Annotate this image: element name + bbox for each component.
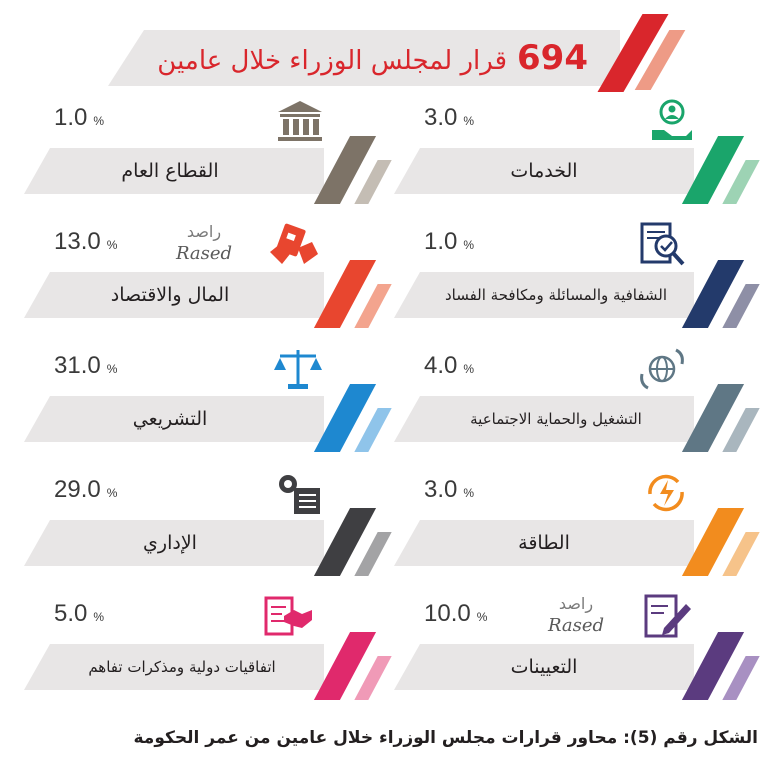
category-label: اتفاقيات دولية ومذكرات تفاهم	[88, 658, 276, 676]
figure-caption: الشكل رقم (5): محاور قرارات مجلس الوزراء خلال عامين من عمر الحكومة	[133, 728, 758, 748]
category-label: القطاع العام	[121, 160, 219, 182]
category-label: التشغيل والحماية الاجتماعية	[470, 410, 642, 428]
header-title: قرار لمجلس الوزراء خلال عامين	[157, 46, 508, 76]
accent-stripe-light	[722, 284, 759, 328]
accent-stripe-light	[354, 656, 391, 700]
category-label: الطاقة	[518, 532, 570, 554]
category-public-sector	[20, 98, 404, 226]
category-label: التشريعي	[132, 408, 208, 430]
energy-cycle-icon	[640, 470, 692, 516]
category-legislative	[20, 346, 404, 474]
accent-stripe-light	[354, 532, 391, 576]
category-employment-social	[384, 346, 768, 474]
category-energy	[384, 470, 768, 598]
percent-value: 13.0 %	[54, 228, 118, 255]
globe-arrows-icon	[636, 346, 688, 392]
rased-logo: راصد Rased	[547, 594, 605, 636]
accent-stripe-light	[354, 160, 391, 204]
category-finance-economy	[20, 222, 404, 350]
category-appointments	[384, 594, 768, 722]
category-transparency	[384, 222, 768, 350]
percent-value: 10.0 %	[424, 600, 488, 627]
accent-stripe-light	[722, 532, 759, 576]
category-label: التعيينات	[510, 656, 578, 678]
accent-stripe-light	[722, 160, 759, 204]
gear-checklist-icon	[272, 470, 324, 516]
percent-value: 1.0 %	[424, 228, 475, 255]
header-title-group	[140, 38, 588, 78]
category-administrative	[20, 470, 404, 598]
percent-value: 31.0 %	[54, 352, 118, 379]
pen-document-icon	[642, 594, 694, 640]
percent-value: 3.0 %	[424, 104, 475, 131]
percent-value: 1.0 %	[54, 104, 105, 131]
card-hand-icon	[268, 222, 320, 268]
accent-stripe-light	[722, 408, 759, 452]
accent-stripe-light	[354, 408, 391, 452]
percent-value: 5.0 %	[54, 600, 105, 627]
document-magnifier-icon	[636, 222, 688, 268]
category-agreements	[20, 594, 404, 722]
bank-building-icon	[274, 98, 326, 144]
percent-value: 4.0 %	[424, 352, 475, 379]
category-label: الإداري	[143, 532, 197, 554]
percent-value: 29.0 %	[54, 476, 118, 503]
category-services	[384, 98, 768, 226]
category-label: الشفافية والمسائلة ومكافحة الفساد	[444, 286, 668, 304]
percent-value: 3.0 %	[424, 476, 475, 503]
rased-logo: راصد Rased	[175, 222, 233, 264]
accent-stripe-light	[354, 284, 391, 328]
handshake-document-icon	[264, 594, 316, 640]
category-label: الخدمات	[510, 160, 578, 182]
decision-count: 694	[517, 38, 588, 78]
category-label: المال والاقتصاد	[110, 284, 230, 306]
hand-person-icon	[646, 98, 698, 144]
accent-stripe-light	[722, 656, 759, 700]
scales-icon	[272, 346, 324, 392]
